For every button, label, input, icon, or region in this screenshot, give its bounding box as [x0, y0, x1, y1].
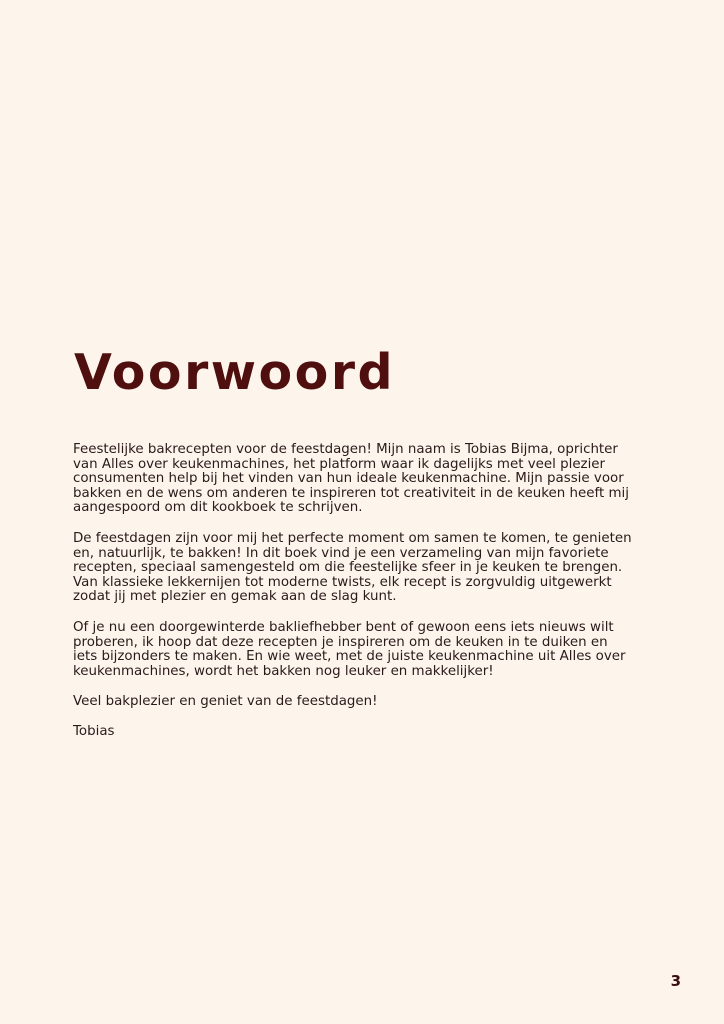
text-line: en, natuurlijk, te bakken! In dit boek vind je een verzameling van mijn favoriete: [73, 545, 609, 561]
closing-line: [73, 695, 653, 710]
page-title: Voorwoord: [74, 344, 396, 401]
text-line: consumenten help bij het vinden van hun ideale keukenmachine. Mijn passie voor: [73, 471, 624, 487]
text-line: van Alles over keukenmachines, het platform waar ik dagelijks met veel plezier: [73, 456, 606, 472]
text-line: Van klassieke lekkernijen tot moderne twists, elk recept is zorgvuldig uitgewerkt: [73, 574, 612, 590]
foreword-body: [73, 443, 653, 740]
text-line: Of je nu een doorgewinterde bakliefhebber bent of gewoon eens iets nieuws wilt: [73, 619, 614, 635]
text-line: De feestdagen zijn voor mij het perfecte moment om samen te komen, te genieten: [73, 530, 632, 546]
text-line: iets bijzonders te maken. En wie weet, met de juiste keukenmachine uit Alles over: [73, 649, 626, 665]
text-line: bakken en de wens om anderen te inspireren tot creativiteit in de keuken heeft mij: [73, 485, 629, 501]
text-line: recepten, speciaal samengesteld om die feestelijke sfeer in je keuken te brengen.: [73, 560, 623, 576]
text-line: aangespoord om dit kookboek te schrijven.: [73, 500, 363, 516]
signature-name: Tobias: [73, 723, 115, 739]
paragraph-1: [73, 443, 653, 516]
text-line: proberen, ik hoop dat deze recepten je inspireren om de keuken in te duiken en: [73, 634, 608, 650]
paragraph-2: [73, 532, 653, 605]
text-line: zodat jij met plezier en gemak aan de slag kunt.: [73, 589, 397, 605]
text-line: Veel bakplezier en geniet van de feestdagen!: [73, 694, 378, 710]
page-number: 3: [670, 972, 681, 990]
paragraph-3: [73, 621, 653, 679]
text-line: Feestelijke bakrecepten voor de feestdagen! Mijn naam is Tobias Bijma, oprichter: [73, 442, 618, 457]
text-line: keukenmachines, wordt het bakken nog leuker en makkelijker!: [73, 663, 494, 679]
signature: [73, 725, 653, 740]
